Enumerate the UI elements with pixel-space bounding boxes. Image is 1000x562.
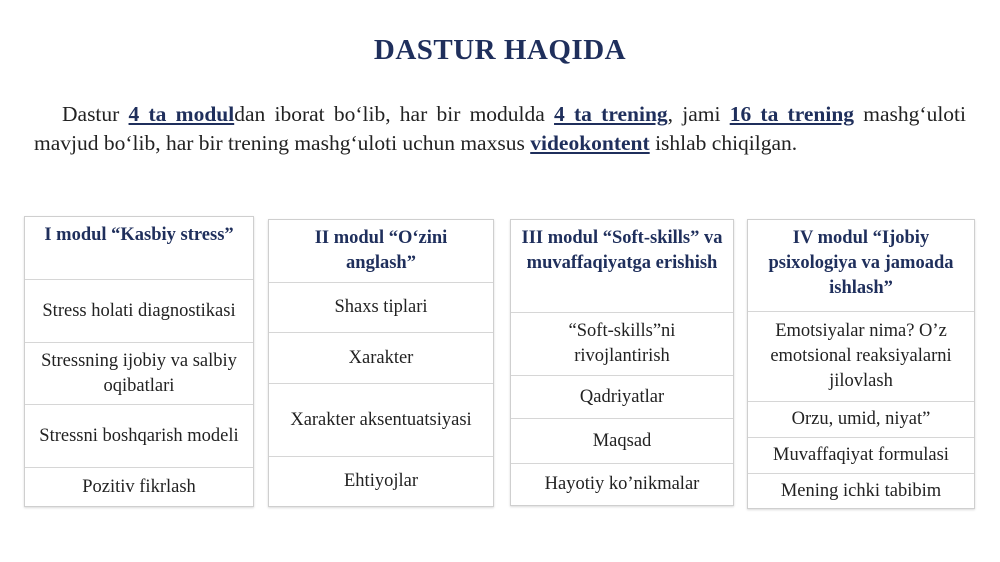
module-item: Muvaffaqiyat formulasi: [748, 438, 974, 474]
module-item: Maqsad: [511, 419, 733, 464]
module-item: Orzu, umid, niyat”: [748, 402, 974, 438]
intro-paragraph: [34, 100, 966, 158]
module-item: Shaxs tiplari: [269, 283, 493, 333]
intro-text-3: , jami: [667, 102, 730, 126]
module-title: III modul “Soft-skills” va muvaffaqiyatga erishish: [511, 220, 733, 313]
module-item: Emotsiyalar nima? O’z emotsional reaksiyalarni jilovlash: [748, 312, 974, 402]
module-item: Stressning ijobiy va salbiy oqibatlari: [25, 343, 253, 405]
module-item: Ehtiyojlar: [344, 471, 418, 491]
module-item: Stress holati diagnostikasi: [25, 280, 253, 343]
module-item: Pozitiv fikrlash: [82, 476, 196, 497]
module-title: I modul “Kasbiy stress”: [25, 217, 253, 280]
module-card-3: [510, 219, 734, 506]
intro-text-1: Dastur: [62, 102, 129, 126]
module-item: “Soft-skills”ni rivojlantirish: [511, 313, 733, 376]
module-item: Hayotiy ko’nikmalar: [544, 474, 700, 494]
intro-text-5: ishlab chiqilgan.: [649, 131, 798, 155]
module-item: Stressni boshqarish modeli: [25, 405, 253, 468]
module-title: IV modul “Ijobiy psixologiya va jamoada ishlash”: [748, 220, 974, 312]
intro-text-2: dan iborat bo‘lib, har bir modulda: [234, 102, 555, 126]
intro-highlight-modules: 4 ta modul: [128, 102, 235, 126]
module-title: II modul “O‘zini anglash”: [269, 220, 493, 283]
intro-highlight-total: 16 ta trening: [729, 102, 855, 126]
module-card-4: [747, 219, 975, 509]
intro-text-4: mashg‘uloti mavjud bo‘lib, har bir trening mashg‘uloti uchun maxsus: [34, 102, 966, 155]
module-item: Qadriyatlar: [511, 376, 733, 419]
module-item: Mening ichki tabibim: [780, 480, 942, 501]
page-title: DASTUR HAQIDA: [373, 34, 627, 66]
intro-highlight-trainings: 4 ta trening: [554, 102, 668, 126]
module-item: Xarakter aksentuatsiyasi: [269, 384, 493, 457]
module-card-1: [24, 216, 254, 507]
module-item: Xarakter: [269, 333, 493, 384]
intro-highlight-video: videokontent: [530, 131, 650, 155]
module-card-2: [268, 219, 494, 507]
